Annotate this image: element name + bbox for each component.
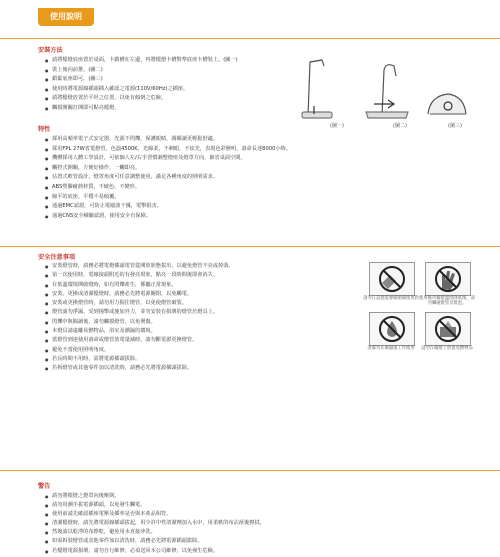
list-item: ● 安裝、更換或清潔檯燈時，請務必先將電源關閉，以免觸電。 [45,290,234,299]
list-item: ● 燈管請勿淨濕、受到撞擊或施加外力，並勿安裝有損壞的燈管於燈具上。 [45,308,234,317]
list-item: ● 使用時將電源線插頭插入確認之電源(110V/60Hz)之插座。 [45,85,238,95]
sign-caption: 清潔勿在潮濕處工作使用 [367,346,415,351]
list-item: ● ABS塑膠耐熱材質，不破色、不變形。 [45,183,291,193]
sign-caption: 請勿在設施電源插頭處使用對 [363,296,419,301]
section-divider [0,246,500,247]
features-title: 特性 [38,126,51,133]
list-item: ● 裝上後向前推。(圖二) [45,66,238,76]
list-item: ● 觸控式開關，方便好操作，一觸即亮。 [45,164,291,174]
list-item: ● 採用FPL 27W省電燈管，色溫4500K，光線柔，不刺眼，不炫光，表現色彩鮮明，壽命長達8000小時。 [45,145,291,155]
safety-list [45,262,234,374]
no-touch-warning-sign [425,262,471,296]
lamp-figure-3 [428,94,466,114]
list-item: ● 使用前請先確認插座電壓及插率是否與本產品相符。 [45,510,265,519]
list-item: ● 機體採用人體工學設計，可依個人左/右手習慣調整燈座及燈罩方向，節省桌面空間。 [45,154,291,164]
list-item: ● 第一次使用時，電線接頭附近的有發亮現象，點亮一段時間後即會消失。 [45,271,234,280]
list-item: ● 請勿用潮手拔電源插頭，以免發生觸電。 [45,501,265,510]
features-list [45,135,291,221]
no-plug-warning-sign [369,262,415,296]
safety-title: 安全注意事項 [38,254,76,261]
header-band [0,0,500,38]
list-item: ● 線平的底座，平穩不易傾覆。 [45,193,291,203]
list-item: ● 然後請以乾淨的布擦乾，避免用水直接沖洗。 [45,528,265,537]
figure-label: (圖三) [448,123,462,129]
section-divider [0,38,500,39]
warning-list [45,492,265,556]
list-item: ● 本燈具請遠離易燃物品，浴室及潮濕的環境。 [45,327,234,336]
sign-caption: 使用後待檯燈溫度降低後，請勿觸碰燈管及燈泡。 [419,296,475,306]
list-item: ● 佔置式軟管設計，燈罩角度可任意調整使用，滿足各種角度的照明需求。 [45,173,291,183]
lamp-figure-1 [302,60,332,118]
no-water-warning-sign [369,312,415,346]
list-item: ● 安裝燈管時，請務必將電燈插頭電管從開放狀態拔出，以避免燈管不亮或掉落。 [45,262,234,271]
usage-title: 安裝方法 [38,47,63,54]
list-item: ● 通過EMC認證，可防止電磁波干擾，電擊損害。 [45,202,291,212]
list-item: ● 採用高頻率電子式安定器，光源不閃爍，保護眼睛，調閱讀更輕鬆舒適。 [45,135,291,145]
list-item: ● 請將檯燈放置於平坦之位置，以免有傾倒之危險。 [45,94,238,104]
page-title-tab: 使用說明 [38,8,94,26]
list-item: ● 鎖緊底座即可。(圖三) [45,75,238,85]
list-item: ● 請將檯燈底座置於桌面，卡鎖槽在左邊，再將檯燈卡槽對準底座卡槽裝上。(圖一) [45,56,238,66]
list-item: ● 通過CNS安全檢驗認證，使用安全有保障。 [45,212,291,222]
list-item: ● 在低溫環境開啟燈時，如有閃爍產生，係屬正常現象。 [45,281,234,290]
list-item: ● 如需拆裝燈管或其他零件加以清洗時，請務必先將電源插頭拔除。 [45,537,265,546]
list-item: ● 若長時間不用時，需將電源插頭拔除。 [45,355,234,364]
usage-steps-list [45,56,238,114]
list-item: ● 閃爍中與閱讀後，請勿觸摸燈管，以免燙傷。 [45,318,234,327]
list-item: ● 若拆燈管或其他零件加以清洗時，請務必先將電源插頭拔除。 [45,364,234,373]
list-item: ● 避免不當使用照明角度。 [45,346,234,355]
lamp-figure-2 [366,65,408,118]
warning-title: 警告 [38,483,51,490]
lamp-assembly-figures [298,56,468,122]
list-item: ● 安裝或更換燈管時，請勿用力握住燈管，以免使燈管破裂。 [45,299,234,308]
list-item: ● 觸摸開關打開即可點亮檯燈。 [45,104,238,114]
list-item: ● 請勿將檯燈之燈罩向後壓倒。 [45,492,265,501]
list-item: ● 若檯燈電源損壞，請勿自行維修，必須送回本公司維修，以免發生危險。 [45,547,265,556]
sign-caption: 請勿在檯燈上放置易燃物品 [421,346,473,351]
list-item: ● 當燈管到達使用壽命或燈管放電量減時，請勿斷電源更換燈管。 [45,336,234,345]
no-flammable-warning-sign [425,312,471,346]
section-divider [0,470,500,471]
figure-label: (圖一) [330,123,344,129]
list-item: ● 清潔檯燈時，請先將電源線插頭拔起，用少許中性清潔劑加入水中，用柔軟的布沾溼後擦拭。 [45,519,265,528]
figure-label: (圖二) [393,123,407,129]
